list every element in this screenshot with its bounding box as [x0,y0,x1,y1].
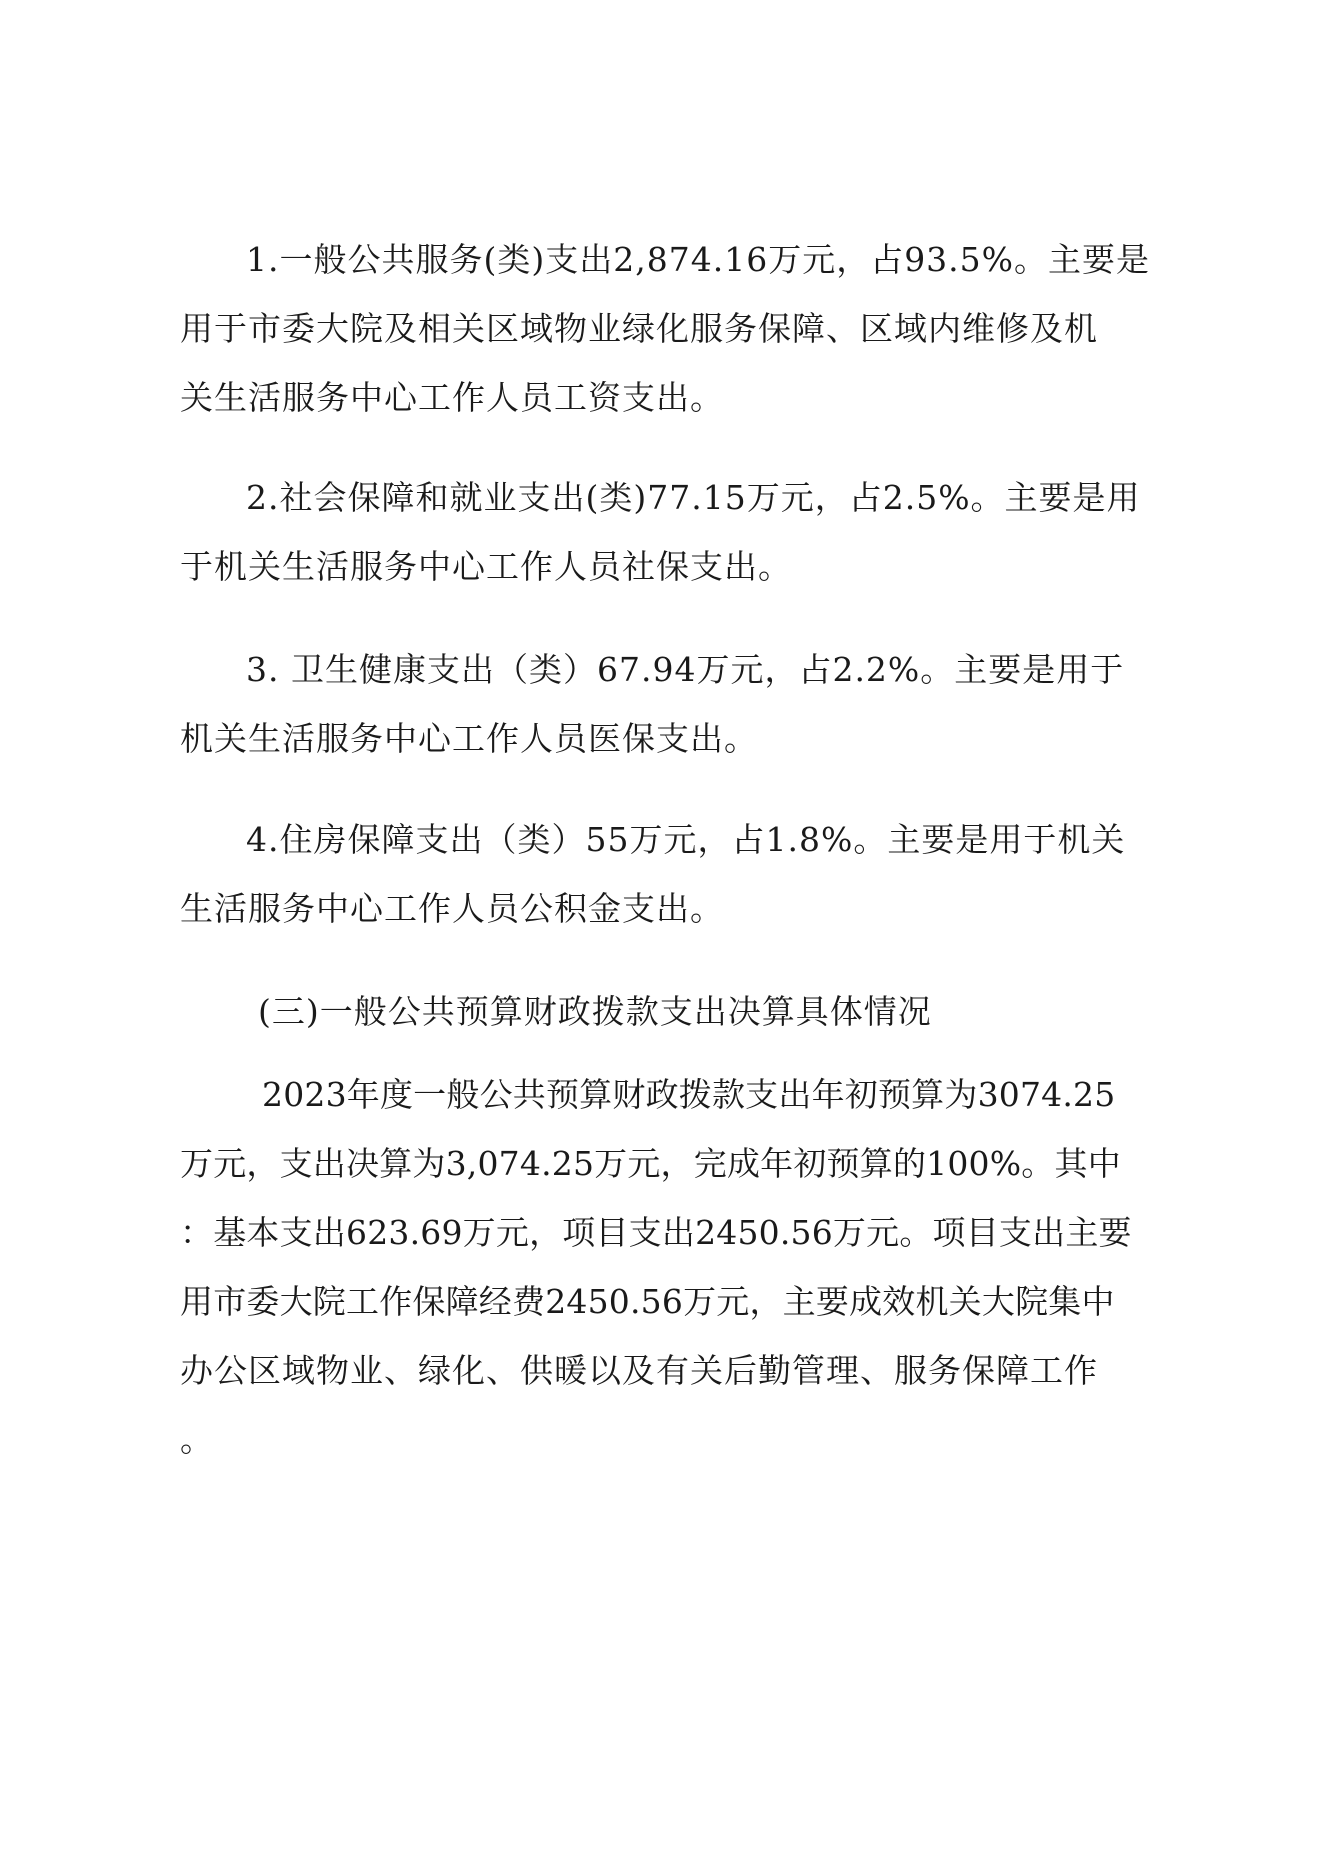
item-2-line-1: 2.社会保障和就业支出(类)77.15万元，占2.5%。主要是用 [246,478,1141,517]
item-4-line-1: 4.住房保障支出（类）55万元，占1.8%。主要是用于机关 [246,820,1126,859]
item-3-line-1: 3. 卫生健康支出（类）67.94万元，占2.2%。主要是用于 [246,650,1125,689]
paragraph-line-2: 万元，支出决算为3,074.25万元，完成年初预算的100%。其中 [180,1144,1121,1183]
item-2-line-2: 于机关生活服务中心工作人员社保支出。 [180,547,792,586]
item-3-line-2: 机关生活服务中心工作人员医保支出。 [180,719,758,758]
paragraph-line-3: ：基本支出623.69万元，项目支出2450.56万元。项目支出主要 [180,1213,1132,1252]
item-1-line-2: 用于市委大院及相关区域物业绿化服务保障、区域内维修及机 [180,309,1098,348]
paragraph-line-4: 用市委大院工作保障经费2450.56万元，主要成效机关大院集中 [180,1282,1115,1321]
section-heading: (三)一般公共预算财政拨款支出决算具体情况 [258,992,932,1031]
item-1-line-3: 关生活服务中心工作人员工资支出。 [180,378,724,417]
paragraph-line-1: 2023年度一般公共预算财政拨款支出年初预算为3074.25 [262,1075,1116,1114]
paragraph-line-6: 。 [180,1420,214,1459]
item-1-line-1: 1.一般公共服务(类)支出2,874.16万元，占93.5%。主要是 [246,240,1151,279]
paragraph-line-5: 办公区域物业、绿化、供暖以及有关后勤管理、服务保障工作 [180,1351,1098,1390]
item-4-line-2: 生活服务中心工作人员公积金支出。 [180,889,724,928]
